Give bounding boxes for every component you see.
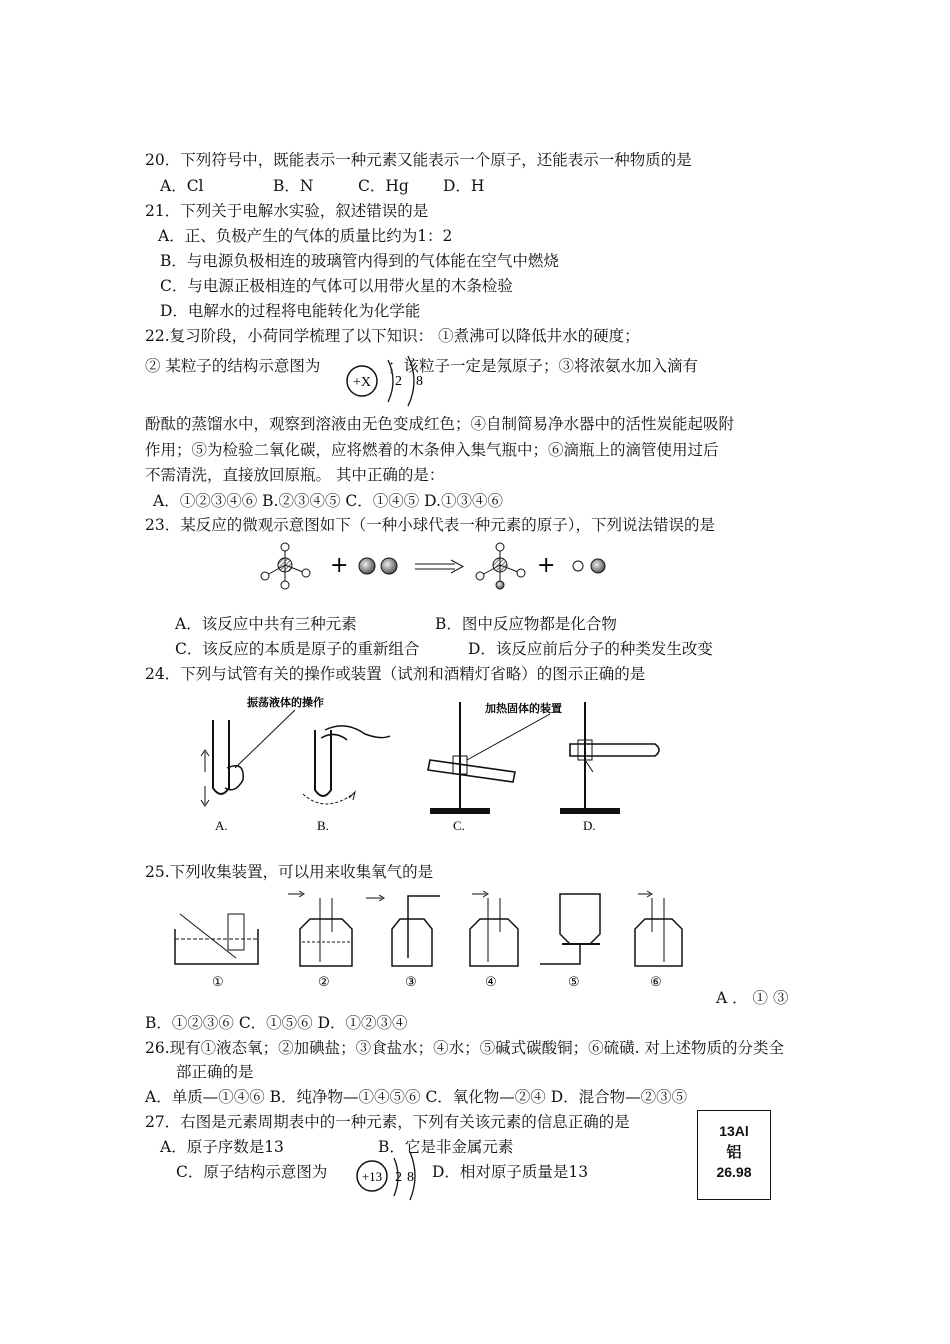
- q22-stem: 22.复习阶段，小荷同学梳理了以下知识： ①煮沸可以降低井水的硬度；: [145, 327, 640, 345]
- reactant-molecule-1: [261, 543, 310, 589]
- element-name: 铝: [726, 1144, 742, 1161]
- q23-option-a: A．该反应中共有三种元素: [175, 615, 357, 633]
- figure-c: [428, 702, 550, 833]
- q25-stem: 25.下列收集装置，可以用来收集氧气的是: [145, 863, 434, 881]
- label-d: D.: [583, 818, 596, 833]
- element-atomic-mass: 26.98: [716, 1164, 752, 1180]
- q21-option-a: A．正、负极产生的气体的质量比约为1：2: [158, 227, 453, 245]
- apparatus-3: [366, 895, 440, 989]
- label-b: B.: [317, 818, 329, 833]
- q21-option-b: B．与电源负极相连的玻璃管内得到的气体能在空气中燃烧: [160, 252, 559, 270]
- q22-line3: 酚酞的蒸馏水中，观察到溶液由无色变成红色；④自制简易净水器中的活性炭能起吸附: [145, 415, 735, 433]
- q21-option-c: C．与电源正极相连的气体可以用带火星的木条检验: [160, 277, 513, 295]
- q22-line2-left: ② 某粒子的结构示意图为: [145, 357, 321, 375]
- figure-d: [560, 702, 659, 833]
- label-3: ③: [405, 974, 417, 989]
- reaction-arrow-icon: [415, 560, 463, 573]
- plus-sign-1: +: [330, 553, 349, 578]
- plus-sign-2: +: [537, 553, 556, 578]
- q22-line4: 作用；⑤为检验二氧化碳，应将燃着的木条伸入集气瓶中；⑥滴瓶上的滴管使用过后: [145, 441, 719, 459]
- atom-nucleus-label: +13: [361, 1169, 383, 1184]
- reactant-molecule-2: [359, 558, 397, 574]
- atom-shell1-count: 2: [395, 374, 402, 389]
- q22-line5: 不需清洗，直接放回原瓶。 其中正确的是：: [145, 466, 445, 484]
- label-2: ②: [318, 974, 330, 989]
- label-1: ①: [212, 974, 224, 989]
- q20-stem: 20．下列符号中，既能表示一种元素又能表示一个原子，还能表示一种物质的是: [145, 151, 692, 169]
- label-c: C.: [453, 818, 465, 833]
- q21-stem: 21．下列关于电解水实验，叙述错误的是: [145, 202, 429, 220]
- q22-line2-right: ；该粒子一定是氖原子；③将浓氨水加入滴有: [388, 357, 699, 375]
- q23-stem: 23．某反应的微观示意图如下（一种小球代表一种元素的原子），下列说法错误的是: [145, 516, 715, 534]
- q27-option-c: C．原子结构示意图为: [176, 1163, 328, 1181]
- apparatus-6: [635, 891, 682, 989]
- element-number-symbol: 13Al: [719, 1123, 749, 1139]
- atom-shell2-count: 8: [416, 374, 423, 389]
- caption-shake-liquid: 振荡液体的操作: [247, 696, 324, 709]
- q26-options: A．单质—①④⑥ B．纯净物—①④⑤⑥ C．氧化物—②④ D．混合物—②③⑤: [145, 1088, 688, 1106]
- apparatus-4: [470, 891, 518, 989]
- q23-option-d: D．该反应前后分子的种类发生改变: [468, 640, 713, 658]
- product-molecule-1: [476, 543, 525, 589]
- q24-stem: 24．下列与试管有关的操作或装置（试剂和酒精灯省略）的图示正确的是: [145, 665, 646, 683]
- q21-option-d: D．电解水的过程将电能转化为化学能: [160, 302, 421, 320]
- q20-option-a: A．Cl: [160, 177, 204, 195]
- apparatus-5: [540, 894, 600, 989]
- label-5: ⑤: [568, 974, 580, 989]
- figure-a: [201, 710, 295, 833]
- atom-nucleus-label: +X: [352, 375, 372, 390]
- q26-stem-continued: 部正确的是: [176, 1063, 254, 1081]
- apparatus-2: [288, 891, 352, 989]
- q23-reaction-diagram: [255, 540, 625, 600]
- atom-shell2-count: 8: [407, 1170, 414, 1185]
- atom-shell1-count: 2: [395, 1170, 402, 1185]
- q20-option-c: C．Hg: [358, 177, 409, 195]
- apparatus-1: [175, 914, 258, 989]
- q23-option-b: B．图中反应物都是化合物: [435, 615, 617, 633]
- element-card-aluminum: [697, 1110, 771, 1200]
- product-molecule-2: [573, 559, 605, 573]
- label-a: A.: [215, 818, 228, 833]
- q20-option-b: B．N: [273, 177, 314, 195]
- q20-option-d: D．H: [443, 177, 485, 195]
- q23-option-c: C．该反应的本质是原子的重新组合: [175, 640, 420, 658]
- q25-gas-collection-diagrams: [170, 884, 700, 989]
- label-6: ⑥: [650, 974, 662, 989]
- q26-stem: 26.现有①液态氧；②加碘盐；③食盐水；④水；⑤碱式碳酸铜；⑥硫磺. 对上述物质的分类全: [145, 1039, 785, 1057]
- q27-option-d: D．相对原子质量是13: [432, 1163, 589, 1181]
- q27-option-a: A．原子序数是13: [160, 1138, 284, 1156]
- q25-option-a: A ． ① ③: [716, 989, 789, 1007]
- q27-stem: 27．右图是元素周期表中的一种元素，下列有关该元素的信息正确的是: [145, 1113, 630, 1131]
- caption-heat-solid: 加热固体的装置: [485, 702, 562, 715]
- q27-atom-diagram: [350, 1146, 422, 1204]
- q24-test-tube-diagrams: [185, 690, 675, 840]
- q22-options: A．①②③④⑥ B.②③④⑤ C．①④⑤ D.①③④⑥: [153, 492, 503, 510]
- label-4: ④: [485, 974, 497, 989]
- q25-options-rest: B．①②③⑥ C．①⑤⑥ D．①②③④: [145, 1014, 408, 1032]
- q27-option-b: B．它是非金属元素: [378, 1138, 514, 1156]
- figure-b: [303, 726, 390, 833]
